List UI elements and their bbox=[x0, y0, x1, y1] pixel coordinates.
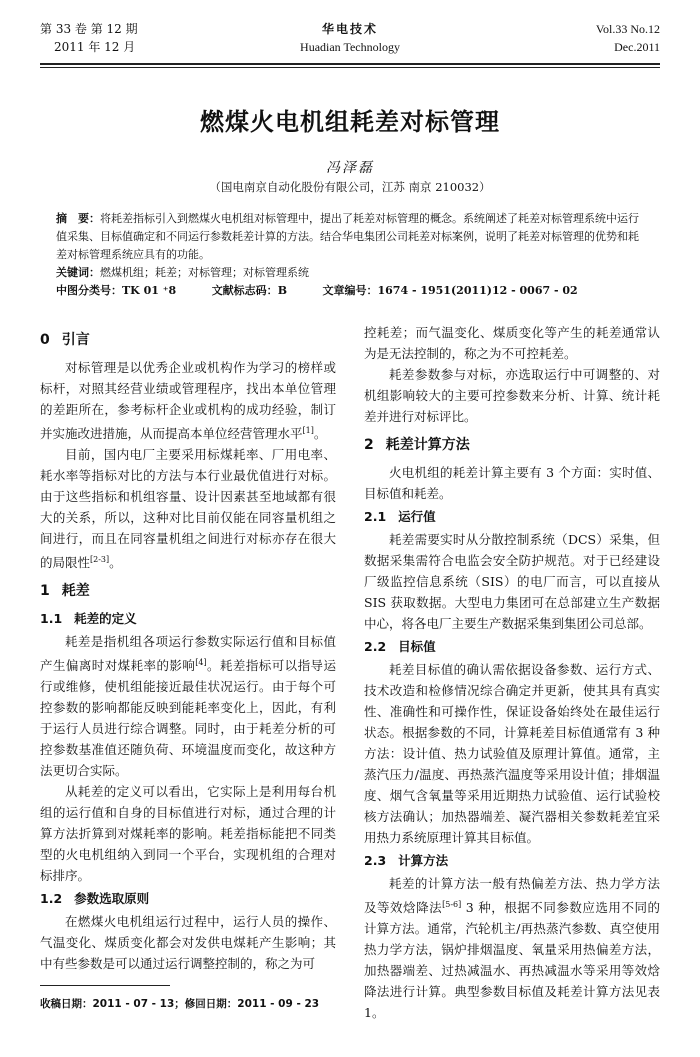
left-column bbox=[40, 322, 336, 974]
section-heading: 0 引言 bbox=[40, 332, 90, 348]
subsection-heading: 1.1 耗差的定义 bbox=[40, 611, 137, 627]
section-heading: 2 耗差计算方法 bbox=[364, 437, 470, 453]
subsection-heading: 2.3 计算方法 bbox=[364, 853, 449, 868]
footnote-dates: 收稿日期：2011 - 07 - 13；修回日期：2011 - 09 - 23 bbox=[40, 998, 320, 1010]
paper-title: 燃煤火电机组耗差对标管理 bbox=[200, 107, 500, 136]
keywords bbox=[56, 264, 644, 282]
section-heading: 1 耗差 bbox=[40, 583, 90, 600]
classification-line bbox=[56, 282, 644, 300]
journal-name-cn: 华电技术 bbox=[321, 22, 378, 36]
subsection-heading: 2.1 运行值 bbox=[364, 509, 436, 524]
paragraph: 火电机组的耗差计算主要有 3 个方面：实时值、目标值和耗差。 bbox=[364, 465, 660, 501]
paragraph: 对标管理是以优秀企业或机构作为学习的榜样或标杆，对照其经营业绩或管理程序，找出本单位管理的差距所在，参考标杆企业或机构的成功经验，制订并实施改进措施，从而提高本单位经营管理水平[1]。 bbox=[40, 360, 336, 442]
clc-code: 中图分类号：TK 01 ⁺8 bbox=[56, 284, 177, 297]
volume-issue: 第 33 卷 第 12 期 bbox=[40, 22, 138, 36]
abstract-text: 将耗差指标引入到燃煤火电机组对标管理中，提出了耗差对标管理的概念。系统阐述了耗差对标管理系统中运行值采集、目标值确定和不同运行参数耗差计算的方法。结合华电集团公司耗差对标案例，说明了耗差对标管理的优势和耗差对标管理系统应具有的功能。 bbox=[56, 212, 639, 261]
header-rule-thick bbox=[40, 63, 660, 65]
issue-date: 2011 年 12 月 bbox=[54, 40, 136, 54]
document-code: 文献标志码：B bbox=[211, 284, 287, 297]
abstract-block bbox=[56, 210, 644, 300]
subsection-heading: 1.2 参数选取原则 bbox=[40, 891, 150, 907]
affiliation: （国电南京自动化股份有限公司，江苏 南京 210032） bbox=[209, 180, 491, 194]
paragraph: 从耗差的定义可以看出，它实际上是利用每台机组的运行值和自身的目标值进行对标，通过合理的计算方法折算到对煤耗率的影响。耗差指标能把不同类型的火电机组纳入到同一个平台，实现机组的合理对标排序。 bbox=[40, 784, 336, 884]
paragraph-continued: 控耗差；而气温变化、煤质变化等产生的耗差通常认为是无法控制的，称之为不可控耗差。 bbox=[364, 325, 660, 361]
paragraph: 耗差的计算方法一般有热偏差方法、热力学方法及等效焓降法[5-6] 3 种，根据不同参数应选用不同的计算方法。通常，汽轮机主/再热蒸汽参数、真空使用热力学方法，锅炉排烟温度、氧量采用热偏差方法，加热器端差、过热减温水、再热减温水等采用等效焓降法进行计算。典型参数目标值及耗差计算方法见表 1。 bbox=[364, 876, 660, 1021]
paragraph: 在燃煤火电机组运行过程中，运行人员的操作、气温变化、煤质变化都会对发供电煤耗产生影响；其中有些参数是可以通过运行调整控制的，称之为可 bbox=[40, 914, 336, 972]
footnote-rule bbox=[40, 985, 170, 986]
paragraph: 耗差参数参与对标，亦选取运行中可调整的、对机组影响较大的主要可控参数来分析、计算、统计耗差并进行对标评比。 bbox=[364, 367, 660, 424]
paragraph: 耗差目标值的确认需依据设备参数、运行方式、技术改造和检修情况综合确定并更新，使其具有真实性、准确性和可操作性，保证设备始终处在最佳运行状态。根据参数的不同，计算耗差目标值通常有 3 种方法：设计值、热力试验值及原理计算值。通常，主蒸汽压力/温度、再热蒸汽温度等采用设计值；排烟温度、烟气含氧量等采用近期热力试验值、运行试验校核方法确认；加热器端差、凝汽器相关参数耗差宜采用热力系统原理计算其目标值。 bbox=[364, 662, 660, 845]
article-number: 文章编号：1674 - 1951(2011)12 - 0067 - 02 bbox=[322, 284, 578, 297]
volume-issue-en: Vol.33 No.12 bbox=[595, 22, 660, 36]
paragraph: 耗差需要实时从分散控制系统（DCS）采集，但数据采集需符合电监会安全防护规范。对于已经建设厂级监控信息系统（SIS）的电厂而言，可以直接从 SIS 获取数据。大型电力集团可在总部建立生产数据中心，将各电厂主要生产数据采集到集团公司总部。 bbox=[364, 532, 660, 631]
abstract-label: 摘 要： bbox=[56, 212, 100, 225]
header-center bbox=[40, 20, 660, 56]
subsection-heading: 2.2 目标值 bbox=[364, 639, 436, 654]
journal-name-en: Huadian Technology bbox=[300, 40, 400, 54]
keywords-text: 燃煤机组；耗差；对标管理；对标管理系统 bbox=[100, 266, 309, 279]
paragraph: 目前，国内电厂主要采用标煤耗率、厂用电率、耗水率等指标对比的方法与本行业最优值进行对标。由于这些指标和机组容量、设计因素甚至地域都有很大的关系，所以，这种对比目前仅能在同容量机组之间进行，而且在同容量机组之间进行对标亦存在很大的局限性[2-3]。 bbox=[40, 447, 336, 571]
running-header bbox=[40, 20, 660, 64]
author: 冯泽磊 bbox=[326, 160, 374, 176]
right-column bbox=[364, 322, 660, 1023]
issue-date-en: Dec.2011 bbox=[614, 40, 660, 54]
paragraph: 耗差是指机组各项运行参数实际运行值和目标值产生偏离时对煤耗率的影响[4]。耗差指标可以指导运行或维修，使机组能接近最佳状况运行。由于每个可控参数的影响都能反映到能耗率变化上，因此，有利于运行人员进行综合调整。同时，由于耗差分析的可控参数基准值还随负荷、环境温度而变化，故这种方法更切合实际。 bbox=[40, 634, 336, 779]
header-right bbox=[596, 20, 660, 56]
keywords-label: 关键词： bbox=[56, 266, 100, 279]
header-rule-thin bbox=[40, 67, 660, 68]
abstract bbox=[56, 210, 644, 264]
